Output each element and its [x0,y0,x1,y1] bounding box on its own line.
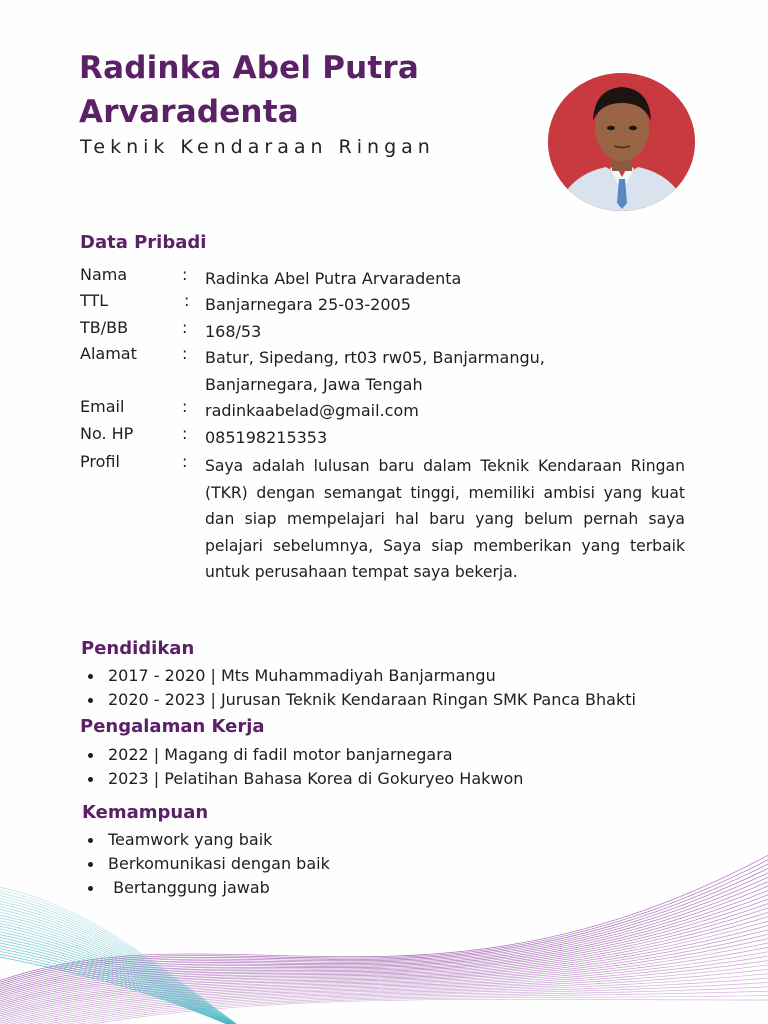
info-colon: : [182,344,188,363]
wave-line [0,955,768,1024]
info-colon: : [182,265,188,284]
wave-line [0,919,250,1024]
wave-line [0,905,250,1024]
info-colon: : [184,291,190,310]
profile-photo-illustration [548,73,695,211]
info-colon: : [182,318,188,337]
candidate-name-line1: Radinka Abel Putra [79,50,420,86]
wave-line [0,909,768,1008]
kemampuan-list [88,828,330,900]
pendidikan-list [88,664,636,712]
wave-line [0,895,768,1002]
wave-line [0,900,768,1004]
profile-photo [548,73,695,211]
wave-line [0,973,768,1024]
wave-line [0,986,768,1024]
candidate-name [79,46,419,134]
wave-line [0,952,250,1024]
wave-line [0,910,250,1024]
info-value-nama: Radinka Abel Putra Arvaradenta [205,269,462,288]
info-value-alamat: Batur, Sipedang, rt03 rw05, Banjarmangu, Banjarnegara, Jawa Tengah [205,348,545,394]
info-colon: : [182,397,188,416]
info-label-ttl: TTL [80,291,109,310]
section-title-pengalaman-kerja: Pengalaman Kerja [80,716,265,737]
list-item: 2017 - 2020 | Mts Muhammadiyah Banjarmangu [88,664,636,688]
list-item: Teamwork yang baik [88,828,330,852]
wave-line [0,927,768,1015]
wave-line [0,885,250,1024]
wave-line [0,921,250,1024]
wave-line [0,893,250,1024]
wave-line [0,918,768,1011]
wave-line [0,968,768,1024]
wave-line [0,941,768,1020]
wave-line [0,927,250,1024]
wave-line [0,891,768,1000]
info-label-alamat: Alamat [80,344,137,363]
wave-line [0,982,768,1024]
info-value-tb-bb: 168/53 [205,322,262,341]
candidate-name-line2: Arvaradenta [79,94,299,130]
wave-line [0,955,250,1024]
wave-line [0,886,768,998]
wave-line [0,977,768,1024]
info-label-no-hp: No. HP [80,424,134,443]
wave-line [0,902,250,1024]
wave-line [0,932,768,1017]
wave-line [0,949,250,1024]
info-value-profil: Saya adalah lulusan baru dalam Teknik Kendaraan Ringan (TKR) dengan semangat tinggi, memiliki ambisi yang kuat dan siap mempelajari hal baru yang belum pernah saya pelajari sebelumnya, Saya siap memberikan yang terbaik untuk perusahaan tempat saya bekerja. [205,457,685,581]
wave-line [0,936,768,1018]
info-label-profil: Profil [80,452,120,471]
pengalaman-list [88,743,523,791]
wave-line [0,916,250,1024]
wave-line [0,941,250,1024]
wave-line [0,938,250,1024]
info-label-tb-bb: TB/BB [80,318,129,337]
wave-line [0,896,250,1024]
list-item: Bertanggung jawab [88,876,330,900]
wave-line [0,947,250,1024]
wave-line [0,930,250,1024]
wave-line [0,991,768,1024]
wave-line [0,924,250,1024]
wave-line [0,933,250,1024]
wave-line [0,923,768,1013]
wave-line [0,899,250,1024]
list-item: 2023 | Pelatihan Bahasa Korea di Gokuryeo Hakwon [88,767,523,791]
wave-line [0,964,768,1024]
wave-line [0,914,768,1010]
info-colon: : [182,424,188,443]
info-colon: : [182,452,188,471]
wave-line [0,935,250,1024]
section-title-kemampuan: Kemampuan [82,802,209,823]
section-title-data-pribadi: Data Pribadi [80,232,207,253]
list-item: 2022 | Magang di fadil motor banjarnegara [88,743,523,767]
wave-line [0,999,768,1024]
wave-line [0,944,250,1024]
wave-line [0,995,768,1024]
info-label-email: Email [80,397,125,416]
list-item: Berkomunikasi dengan baik [88,852,330,876]
wave-line [0,913,250,1024]
info-value-no-hp: 085198215353 [205,428,328,447]
wave-line [0,891,250,1024]
info-value-ttl: Banjarnegara 25-03-2005 [205,295,411,314]
section-title-pendidikan: Pendidikan [81,638,195,659]
info-value-email: radinkaabelad@gmail.com [205,401,419,420]
wave-line [0,950,768,1024]
candidate-subtitle: Teknik Kendaraan Ringan [80,136,435,158]
wave-line [0,888,250,1024]
wave-line [0,905,768,1006]
wave-line [0,945,768,1022]
list-item: 2020 - 2023 | Jurusan Teknik Kendaraan Ringan SMK Panca Bhakti [88,688,636,712]
info-label-nama: Nama [80,265,128,284]
wave-line [0,907,250,1024]
wave-line [0,959,768,1024]
teal-wave-lines [0,885,250,1024]
